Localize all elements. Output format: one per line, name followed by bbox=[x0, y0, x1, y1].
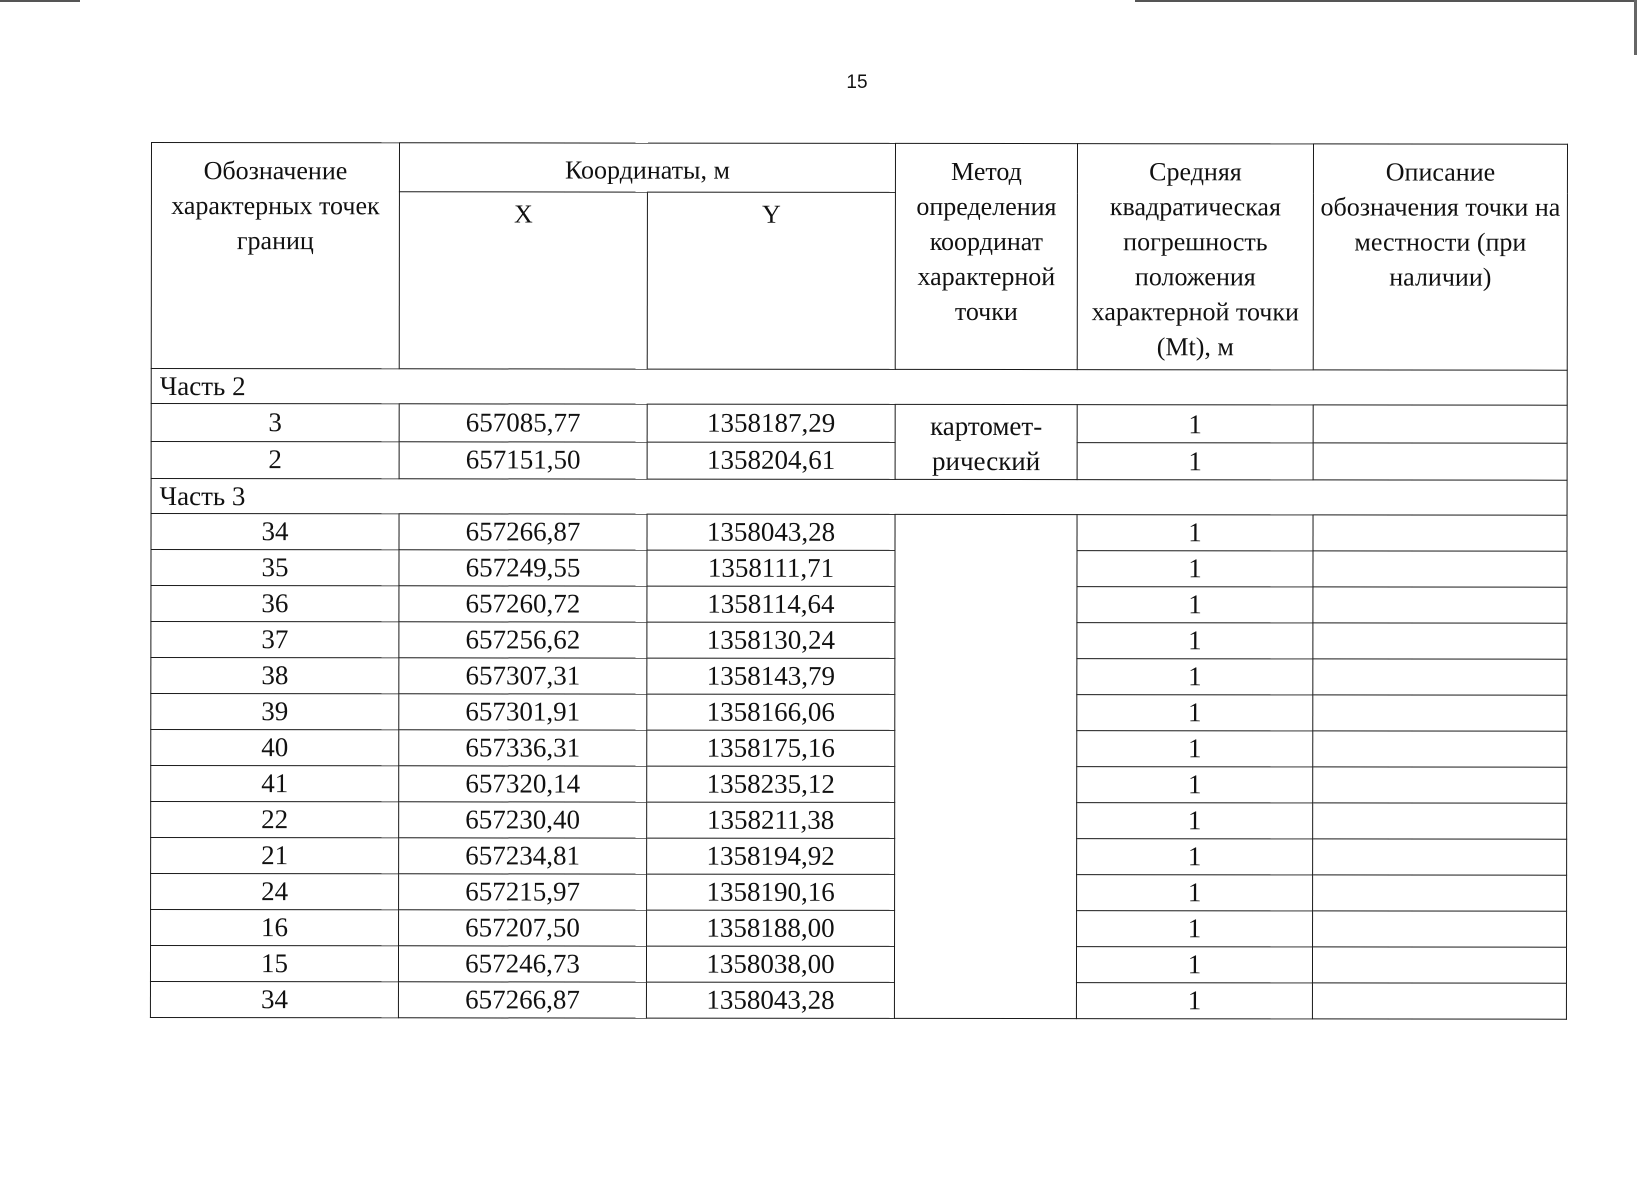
cell-mt: 1 bbox=[1077, 875, 1313, 911]
table-row bbox=[151, 730, 1567, 768]
cell-x: 657307,31 bbox=[399, 658, 647, 694]
table-row bbox=[151, 441, 1567, 480]
cell-description bbox=[1313, 623, 1567, 659]
cell-mt: 1 bbox=[1077, 767, 1313, 803]
cell-description bbox=[1313, 442, 1567, 480]
section-row bbox=[151, 369, 1567, 406]
cell-y: 1358187,29 bbox=[647, 404, 895, 442]
table-row bbox=[150, 982, 1566, 1020]
cell-y: 1358194,92 bbox=[647, 838, 895, 874]
cell-y: 1358043,28 bbox=[647, 514, 895, 550]
cell-mt: 1 bbox=[1077, 551, 1313, 587]
cell-y: 1358188,00 bbox=[647, 910, 895, 946]
cell-mt: 1 bbox=[1077, 587, 1313, 623]
cell-x: 657207,50 bbox=[399, 910, 647, 946]
header-point: Обозначение характерных точек границ bbox=[151, 143, 399, 369]
table-body bbox=[150, 369, 1567, 1020]
cell-description bbox=[1313, 587, 1567, 623]
cell-point: 41 bbox=[151, 766, 399, 802]
cell-point: 36 bbox=[151, 586, 399, 622]
cell-x: 657260,72 bbox=[399, 586, 647, 622]
cell-x: 657246,73 bbox=[398, 946, 646, 982]
table-row bbox=[151, 514, 1567, 552]
table-row bbox=[151, 404, 1567, 443]
header-y: Y bbox=[647, 192, 895, 369]
cell-point: 35 bbox=[151, 550, 399, 586]
cell-y: 1358211,38 bbox=[647, 802, 895, 838]
table-row bbox=[151, 838, 1567, 876]
cell-y: 1358175,16 bbox=[647, 730, 895, 766]
section-row bbox=[151, 479, 1567, 516]
cell-y: 1358190,16 bbox=[647, 874, 895, 910]
cell-point: 38 bbox=[151, 658, 399, 694]
cell-description bbox=[1313, 875, 1567, 911]
table-row bbox=[151, 622, 1567, 660]
cell-description bbox=[1313, 803, 1567, 839]
cell-point: 2 bbox=[151, 441, 399, 479]
cell-x: 657085,77 bbox=[399, 404, 647, 442]
cell-point: 16 bbox=[151, 910, 399, 946]
cell-x: 657266,87 bbox=[398, 982, 646, 1018]
cell-mt: 1 bbox=[1077, 695, 1313, 731]
cell-x: 657266,87 bbox=[399, 514, 647, 550]
table-row bbox=[151, 658, 1567, 696]
cell-y: 1358114,64 bbox=[647, 586, 895, 622]
cell-mt: 1 bbox=[1077, 803, 1313, 839]
cell-point: 22 bbox=[151, 802, 399, 838]
table-row bbox=[151, 586, 1567, 624]
cell-point: 21 bbox=[151, 838, 399, 874]
table-row bbox=[151, 874, 1567, 912]
cell-point: 40 bbox=[151, 730, 399, 766]
cell-mt: 1 bbox=[1077, 911, 1313, 947]
table-row bbox=[151, 910, 1567, 948]
cell-description bbox=[1312, 947, 1566, 983]
cell-x: 657256,62 bbox=[399, 622, 647, 658]
header-error: Средняя квадратическая погрешность положения характерной точки (Mt), м bbox=[1077, 144, 1313, 370]
cell-y: 1358143,79 bbox=[647, 658, 895, 694]
table-row bbox=[151, 802, 1567, 840]
cell-y: 1358111,71 bbox=[647, 550, 895, 586]
header-coordinates: Координаты, м bbox=[399, 143, 895, 193]
table-row bbox=[150, 946, 1566, 984]
cell-description bbox=[1313, 767, 1567, 803]
table-header bbox=[151, 143, 1567, 371]
header-description: Описание обозначения точки на местности (при наличии) bbox=[1313, 144, 1567, 370]
table-row bbox=[151, 550, 1567, 588]
cell-mt: 1 bbox=[1077, 839, 1313, 875]
cell-point: 37 bbox=[151, 622, 399, 658]
scan-artifact-line bbox=[1135, 0, 1637, 2]
header-x: X bbox=[399, 192, 647, 369]
cell-point: 34 bbox=[151, 514, 399, 550]
cell-description bbox=[1313, 911, 1567, 947]
cell-point: 3 bbox=[151, 404, 399, 442]
scan-artifact-line bbox=[0, 0, 80, 2]
cell-description bbox=[1313, 659, 1567, 695]
cell-description bbox=[1313, 839, 1567, 875]
cell-x: 657151,50 bbox=[399, 441, 647, 479]
section-title: Часть 3 bbox=[151, 479, 1567, 516]
page-number: 15 bbox=[846, 72, 868, 93]
cell-mt: 1 bbox=[1077, 623, 1313, 659]
cell-mt: 1 bbox=[1076, 947, 1312, 983]
cell-x: 657320,14 bbox=[399, 766, 647, 802]
cell-description bbox=[1313, 405, 1567, 443]
cell-x: 657249,55 bbox=[399, 550, 647, 586]
cell-x: 657215,97 bbox=[399, 874, 647, 910]
cell-description bbox=[1313, 515, 1567, 551]
cell-x: 657234,81 bbox=[399, 838, 647, 874]
cell-mt: 1 bbox=[1077, 515, 1313, 551]
cell-mt: 1 bbox=[1077, 659, 1313, 695]
cell-method bbox=[894, 514, 1077, 1018]
cell-point: 24 bbox=[151, 874, 399, 910]
cell-x: 657301,91 bbox=[399, 694, 647, 730]
cell-y: 1358038,00 bbox=[646, 946, 894, 982]
cell-point: 34 bbox=[150, 982, 398, 1018]
cell-x: 657336,31 bbox=[399, 730, 647, 766]
cell-mt: 1 bbox=[1077, 442, 1313, 480]
cell-y: 1358235,12 bbox=[647, 766, 895, 802]
cell-description bbox=[1313, 695, 1567, 731]
cell-point: 39 bbox=[151, 694, 399, 730]
section-title: Часть 2 bbox=[151, 369, 1567, 406]
cell-y: 1358043,28 bbox=[646, 982, 894, 1018]
cell-y: 1358130,24 bbox=[647, 622, 895, 658]
table-row bbox=[151, 694, 1567, 732]
cell-mt: 1 bbox=[1076, 983, 1312, 1019]
boundary-points-table bbox=[150, 142, 1568, 1020]
header-method: Метод определения координат характерной точки bbox=[895, 143, 1077, 369]
cell-y: 1358166,06 bbox=[647, 694, 895, 730]
cell-y: 1358204,61 bbox=[647, 442, 895, 480]
table-row bbox=[151, 766, 1567, 804]
cell-mt: 1 bbox=[1077, 405, 1313, 443]
cell-point: 15 bbox=[150, 946, 398, 982]
cell-description bbox=[1313, 551, 1567, 587]
cell-x: 657230,40 bbox=[399, 802, 647, 838]
cell-description bbox=[1313, 731, 1567, 767]
cell-mt: 1 bbox=[1077, 731, 1313, 767]
cell-description bbox=[1312, 983, 1566, 1019]
cell-method: картомет-рический bbox=[895, 404, 1077, 479]
